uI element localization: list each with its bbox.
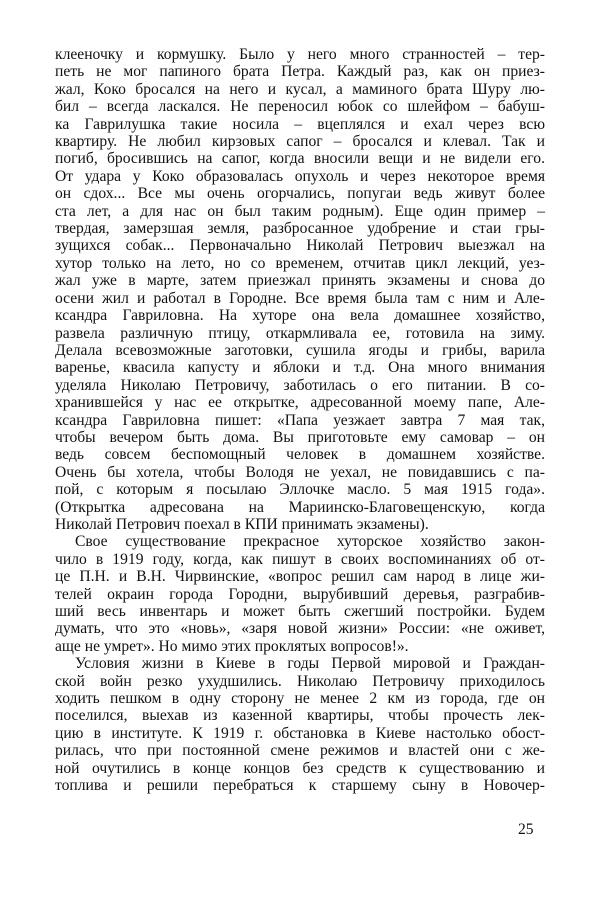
text-line: пой, с которым я посылаю Эллочке масло. 5 мая 1915 года». <box>55 481 545 499</box>
text-line: чило в 1919 году, когда, как пишут в своих воспоминаниях об от- <box>55 550 545 568</box>
text-line: Свое существование прекрасное хуторское хозяйство закон- <box>75 533 545 551</box>
text-line: це П.Н. и В.Н. Чирвинские, «вопрос решил сам народ в лице жи- <box>55 568 545 586</box>
text-line: жал, Коко бросался на него и кусал, а маминого брата Шуру лю- <box>55 80 545 98</box>
text-line: Очень бы хотела, чтобы Володя не уехал, не повидавшись с па- <box>55 463 545 481</box>
text-line: ведь совсем беспомощный человек в домашнем хозяйстве. <box>55 446 545 464</box>
text-line: ста лет, а для нас он был таким родным). Еще один пример – <box>55 202 545 220</box>
text-line: твердая, замерзшая земля, разбросанное удобрение и стаи гры- <box>55 220 545 238</box>
text-line: он сдох... Все мы очень огорчались, попугаи ведь живут более <box>55 185 545 203</box>
body-text <box>55 46 545 794</box>
text-line: Делала всевозможные заготовки, сушила ягоды и грибы, варила <box>55 341 545 359</box>
text-line: аще не умрет». Но мимо этих проклятых вопросов!». <box>55 637 409 655</box>
text-line: ксандра Гавриловна пишет: «Папа уезжает завтра 7 мая так, <box>55 411 545 429</box>
text-line: ходить пешком в одну сторону не менее 2 км из города, где он <box>55 690 545 708</box>
text-line: зущихся собак... Первоначально Николай Петрович выезжал на <box>55 237 545 255</box>
text-line: осени жил и работал в Городне. Все время была там с ним и Але- <box>55 289 545 307</box>
text-line: (Открытка адресована на Мариинско-Благовещенскую, когда <box>55 498 545 516</box>
text-line: чтобы вечером быть дома. Вы приготовьте ему самовар – он <box>55 428 545 446</box>
text-line: петь не мог папиного брата Петра. Каждый раз, как он приез- <box>55 63 545 81</box>
text-line: хранившейся у нас ее открытке, адресованной моему папе, Але- <box>55 394 545 412</box>
text-line: ка Гаврилушка такие носила – вцеплялся и ехал через всю <box>55 115 545 133</box>
page-number: 25 <box>518 821 534 838</box>
text-line: развела различную птицу, откармливала ее, готовила на зиму. <box>55 324 545 342</box>
text-line: ший весь инвентарь и может быть сжегший постройки. Будем <box>55 603 545 620</box>
text-line: бил – всегда ласкался. Не переносил юбок со шлейфом – бабуш- <box>55 98 545 116</box>
text-line: погиб, бросившись на сапог, когда вносили вещи и не видели его. <box>55 150 545 168</box>
text-line: телей окраин города Городни, вырубивший деревья, разграбив- <box>55 585 545 603</box>
text-line: цию в институте. К 1919 г. обстановка в Киеве настолько обост- <box>55 724 545 742</box>
text-line: квартиру. Не любил кирзовых сапог – бросался и клевал. Так и <box>55 133 545 151</box>
text-line: варенье, квасила капусту и яблоки и т.д. Она много внимания <box>55 359 545 377</box>
text-line: уделяла Николаю Петровичу, заботилась о его питании. В со- <box>55 376 545 394</box>
text-line: ксандра Гавриловна. На хуторе она вела домашнее хозяйство, <box>55 307 545 325</box>
text-line: Условия жизни в Киеве в годы Первой мировой и Граждан- <box>75 655 545 673</box>
text-line: рилась, что при постоянной смене режимов и властей они с же- <box>55 742 545 760</box>
text-line: От удара у Коко образовалась опухоль и через некоторое время <box>55 167 545 185</box>
text-line: топлива и решили перебраться к старшему сыну в Новочер- <box>55 777 545 795</box>
text-line: жал уже в марте, затем приезжал принять экзамены и снова до <box>55 272 545 290</box>
text-line: ной очутились в конце концов без средств к существованию и <box>55 759 545 777</box>
text-line: поселился, выехав из казенной квартиры, чтобы прочесть лек- <box>55 707 545 725</box>
text-line: Николай Петрович поехал в КПИ принимать экзамены). <box>55 515 429 533</box>
text-line: клееночку и кормушку. Было у него много странностей – тер- <box>55 46 545 63</box>
text-line: хутор только на лето, но со временем, отчитав цикл лекций, уез- <box>55 254 545 272</box>
text-line: думать, что это «новь», «заря новой жизни» России: «не оживет, <box>55 620 545 638</box>
text-line: ской войн резко ухудшились. Николаю Петровичу приходилось <box>55 672 545 690</box>
